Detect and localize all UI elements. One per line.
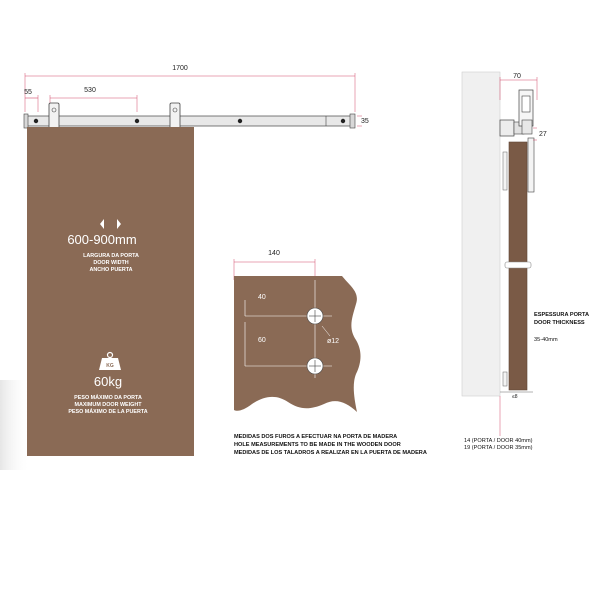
rail-bolt: [135, 119, 139, 123]
hole-bottom: [307, 358, 323, 374]
door-width-value: 600-900mm: [67, 232, 137, 247]
floor-guide: [505, 262, 531, 268]
door-width-label-es: ANCHO PUERTA: [89, 267, 133, 273]
floor-gap-label: ≤8: [512, 394, 518, 400]
side-gap-label: 27: [539, 131, 547, 138]
door-weight-label-es: PESO MÁXIMO DE LA PUERTA: [68, 409, 148, 415]
rail-stopper-right: [350, 114, 355, 128]
door-stop-plate: [503, 372, 507, 386]
door-weight-label-pt: PESO MÁXIMO DA PORTA: [74, 395, 142, 401]
rail-height-label: 35: [361, 118, 369, 125]
thickness-label-pt: ESPESSURA PORTA: [534, 312, 590, 318]
weight-badge-label: KG: [106, 363, 114, 369]
hole-offset-dimension: [234, 250, 315, 280]
spacer-note-40: 14 (PORTA / DOOR 40mm): [464, 438, 533, 444]
door-weight-label-en: MAXIMUM DOOR WEIGHT: [74, 402, 142, 408]
spacer-note-35: 19 (PORTA / DOOR 35mm): [464, 445, 533, 451]
holes-note-es: MEDIDAS DE LOS TALADROS A REALIZAR EN LA PUERTA DE MADERA: [234, 450, 427, 456]
door-handle-plate: [503, 152, 507, 190]
hole-top: [307, 308, 323, 324]
rail-length-label: 1700: [172, 65, 188, 72]
door-weight-value: 60kg: [93, 374, 123, 389]
side-gap-dimension: [533, 128, 547, 140]
holes-note-en: HOLE MEASUREMENTS TO BE MADE IN THE WOODEN DOOR: [234, 442, 401, 448]
background-shade: [0, 380, 30, 470]
thickness-label-en: DOOR THICKNESS: [534, 320, 585, 326]
thickness-range: 35-40mm: [534, 337, 558, 343]
holes-note-pt: MEDIDAS DOS FUROS A EFECTUAR NA PORTA DE MADERA: [234, 434, 398, 440]
rail-end-offset-label: 55: [24, 89, 32, 96]
rail-stopper-left: [24, 114, 28, 128]
hole-diameter-label: ø12: [327, 338, 340, 345]
door-width-label-en: DOOR WIDTH: [93, 260, 129, 266]
rail-end-offset-dimension: [24, 89, 38, 112]
rail-bolt: [238, 119, 242, 123]
hole-offset-x-label: 140: [268, 250, 280, 257]
hole-offset-y-label: 40: [258, 294, 266, 301]
rail-bolt: [34, 119, 38, 123]
hanger-spacing-dimension: [50, 87, 137, 112]
hanger-spacing-label: 530: [84, 87, 96, 94]
hole-spacing-label: 60: [258, 337, 266, 344]
rail-bolt: [341, 119, 345, 123]
door-width-label-pt: LARGURA DA PORTA: [83, 253, 139, 259]
side-width-label: 70: [513, 73, 521, 80]
rail-length-dimension: [25, 65, 355, 112]
door-cutout-panel: [234, 276, 361, 412]
rail-height-dimension: [357, 116, 369, 126]
rail: [24, 114, 355, 128]
wall: [462, 72, 500, 396]
